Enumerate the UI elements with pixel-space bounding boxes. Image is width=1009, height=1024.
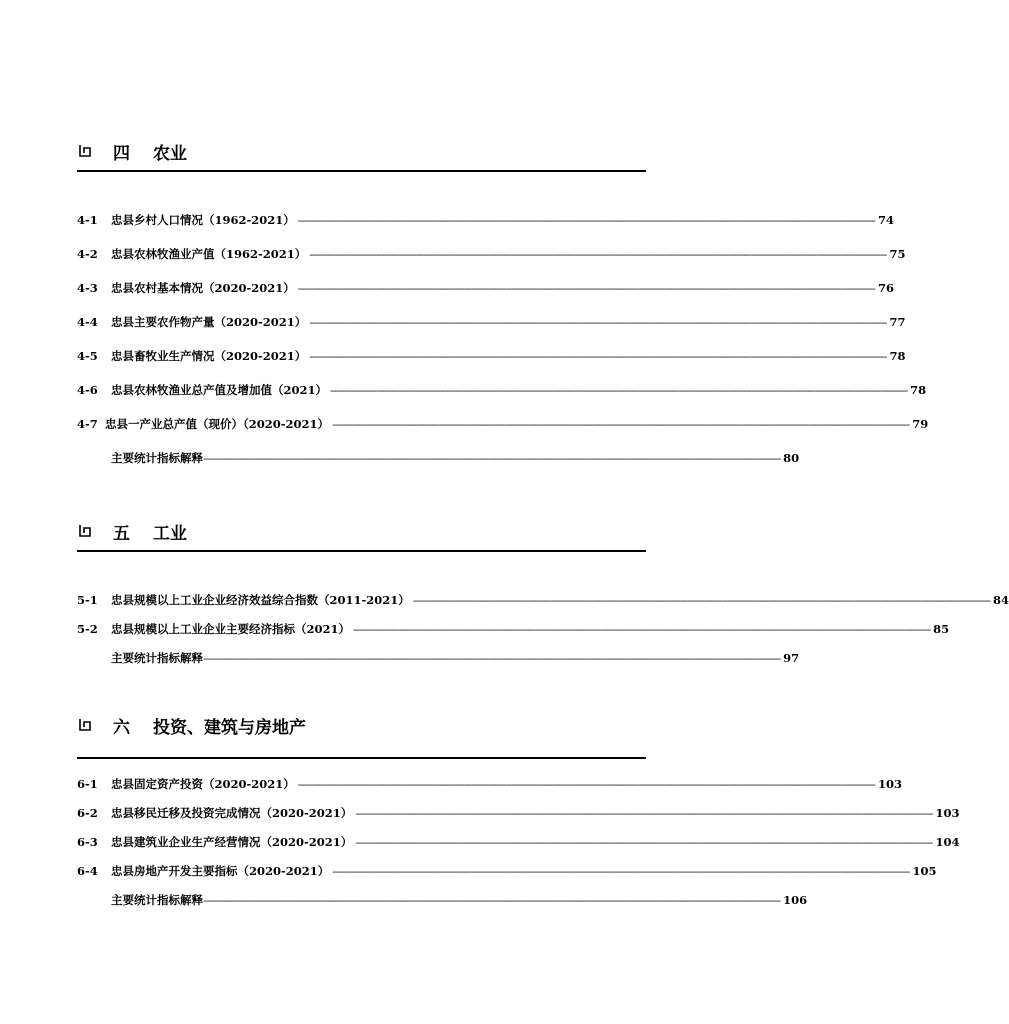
entry-page: 74 — [877, 213, 894, 227]
toc-entry[interactable] — [77, 650, 800, 666]
entry-title: 主要统计指标解释 — [111, 893, 203, 907]
dot-leader: -------------------------------------------------------------------------------------------------------------------------------------------------------------------------------------------------------- — [332, 417, 910, 431]
dot-leader: -------------------------------------------------------------------------------------------------------------------------------------------------------------------------------------------------------- — [309, 349, 887, 363]
entry-page: 105 — [912, 864, 937, 878]
section-title: 农业 — [153, 144, 187, 164]
toc-entry[interactable] — [77, 863, 937, 879]
entry-page: 97 — [783, 651, 800, 665]
section-marker-icon — [77, 717, 93, 733]
entry-page: 103 — [877, 777, 902, 791]
entry-title: 忠县移民迁移及投资完成情况（2020-2021） — [111, 806, 353, 820]
entry-number: 5-2 — [77, 622, 98, 636]
dot-leader: -------------------------------------------------------------------------------------------------------------------------------------------------------------------------------------------------------- — [332, 864, 910, 878]
section-marker-icon — [77, 143, 93, 159]
section-heading — [77, 519, 646, 547]
section-heading — [77, 139, 646, 167]
dot-leader: -------------------------------------------------------------------------------------------------------------------------------------------------------------------------------------------------------- — [203, 651, 781, 665]
entry-number: 4-2 — [77, 247, 98, 261]
section-divider — [77, 170, 646, 172]
entry-page: 84 — [992, 593, 1009, 607]
entry-page: 104 — [935, 835, 960, 849]
toc-entry[interactable] — [77, 450, 800, 466]
entry-title: 忠县主要农作物产量（2020-2021） — [111, 315, 307, 329]
dot-leader: -------------------------------------------------------------------------------------------------------------------------------------------------------------------------------------------------------- — [297, 281, 875, 295]
dot-leader: -------------------------------------------------------------------------------------------------------------------------------------------------------------------------------------------------------- — [309, 315, 887, 329]
entry-title: 忠县规模以上工业企业主要经济指标（2021） — [111, 622, 351, 636]
dot-leader: -------------------------------------------------------------------------------------------------------------------------------------------------------------------------------------------------------- — [355, 835, 933, 849]
toc-entry[interactable] — [77, 382, 927, 398]
entry-title: 忠县畜牧业生产情况（2020-2021） — [111, 349, 307, 363]
entry-number: 6-3 — [77, 835, 98, 849]
section-divider — [77, 757, 646, 759]
dot-leader: -------------------------------------------------------------------------------------------------------------------------------------------------------------------------------------------------------- — [412, 593, 990, 607]
entry-number: 4-3 — [77, 281, 98, 295]
entry-number: 6-1 — [77, 777, 98, 791]
toc-entry[interactable] — [77, 776, 902, 792]
dot-leader: -------------------------------------------------------------------------------------------------------------------------------------------------------------------------------------------------------- — [203, 451, 781, 465]
dot-leader: -------------------------------------------------------------------------------------------------------------------------------------------------------------------------------------------------------- — [330, 383, 908, 397]
section-heading — [77, 713, 646, 741]
dot-leader: -------------------------------------------------------------------------------------------------------------------------------------------------------------------------------------------------------- — [297, 213, 875, 227]
entry-page: 78 — [889, 349, 906, 363]
toc-entry[interactable] — [77, 212, 894, 228]
section-title: 工业 — [153, 524, 187, 544]
toc-entry[interactable] — [77, 246, 906, 262]
entry-page: 76 — [877, 281, 894, 295]
section-agriculture — [77, 139, 929, 465]
entry-page: 103 — [935, 806, 960, 820]
dot-leader: -------------------------------------------------------------------------------------------------------------------------------------------------------------------------------------------------------- — [297, 777, 875, 791]
section-title: 投资、建筑与房地产 — [153, 718, 306, 738]
entry-number: 6-4 — [77, 864, 98, 878]
section-number: 四 — [113, 144, 130, 164]
section-number: 六 — [113, 718, 130, 738]
toc-entry[interactable] — [77, 834, 960, 850]
entry-title: 忠县建筑业企业生产经营情况（2020-2021） — [111, 835, 353, 849]
section-marker-icon — [77, 523, 93, 539]
section-investment-construction-realestate — [77, 713, 960, 907]
entry-title: 主要统计指标解释 — [111, 651, 203, 665]
entry-number: 4-7 — [77, 417, 98, 431]
entry-number: 6-2 — [77, 806, 98, 820]
dot-leader: -------------------------------------------------------------------------------------------------------------------------------------------------------------------------------------------------------- — [203, 893, 781, 907]
entry-page: 79 — [912, 417, 929, 431]
entry-page: 80 — [783, 451, 800, 465]
entry-number: 5-1 — [77, 593, 98, 607]
entry-title: 忠县农林牧渔业产值（1962-2021） — [111, 247, 307, 261]
entry-number: 4-6 — [77, 383, 98, 397]
toc-entry[interactable] — [77, 416, 929, 432]
entry-title: 忠县固定资产投资（2020-2021） — [111, 777, 295, 791]
entry-title: 忠县一产业总产值（现价）（2020-2021） — [105, 417, 330, 431]
dot-leader: -------------------------------------------------------------------------------------------------------------------------------------------------------------------------------------------------------- — [355, 806, 933, 820]
section-number: 五 — [113, 524, 130, 544]
entry-number: 4-4 — [77, 315, 98, 329]
toc-entry[interactable] — [77, 892, 808, 908]
section-industry — [77, 519, 1009, 665]
entry-page: 75 — [889, 247, 906, 261]
toc-entry[interactable] — [77, 592, 1009, 608]
entry-title: 忠县农村基本情况（2020-2021） — [111, 281, 295, 295]
toc-entry[interactable] — [77, 621, 950, 637]
toc-entry[interactable] — [77, 280, 894, 296]
section-divider — [77, 550, 646, 552]
dot-leader: -------------------------------------------------------------------------------------------------------------------------------------------------------------------------------------------------------- — [353, 622, 931, 636]
entry-page: 106 — [783, 893, 808, 907]
toc-entry[interactable] — [77, 805, 960, 821]
toc-entry[interactable] — [77, 348, 906, 364]
toc-entry[interactable] — [77, 314, 906, 330]
entry-page: 77 — [889, 315, 906, 329]
entry-title: 忠县房地产开发主要指标（2020-2021） — [111, 864, 330, 878]
entry-page: 78 — [910, 383, 927, 397]
dot-leader: -------------------------------------------------------------------------------------------------------------------------------------------------------------------------------------------------------- — [309, 247, 887, 261]
entry-title: 忠县农林牧渔业总产值及增加值（2021） — [111, 383, 328, 397]
entry-number: 4-5 — [77, 349, 98, 363]
entry-title: 忠县规模以上工业企业经济效益综合指数（2011-2021） — [111, 593, 410, 607]
entry-title: 忠县乡村人口情况（1962-2021） — [111, 213, 295, 227]
entry-number: 4-1 — [77, 213, 98, 227]
entry-title: 主要统计指标解释 — [111, 451, 203, 465]
entry-page: 85 — [933, 622, 950, 636]
